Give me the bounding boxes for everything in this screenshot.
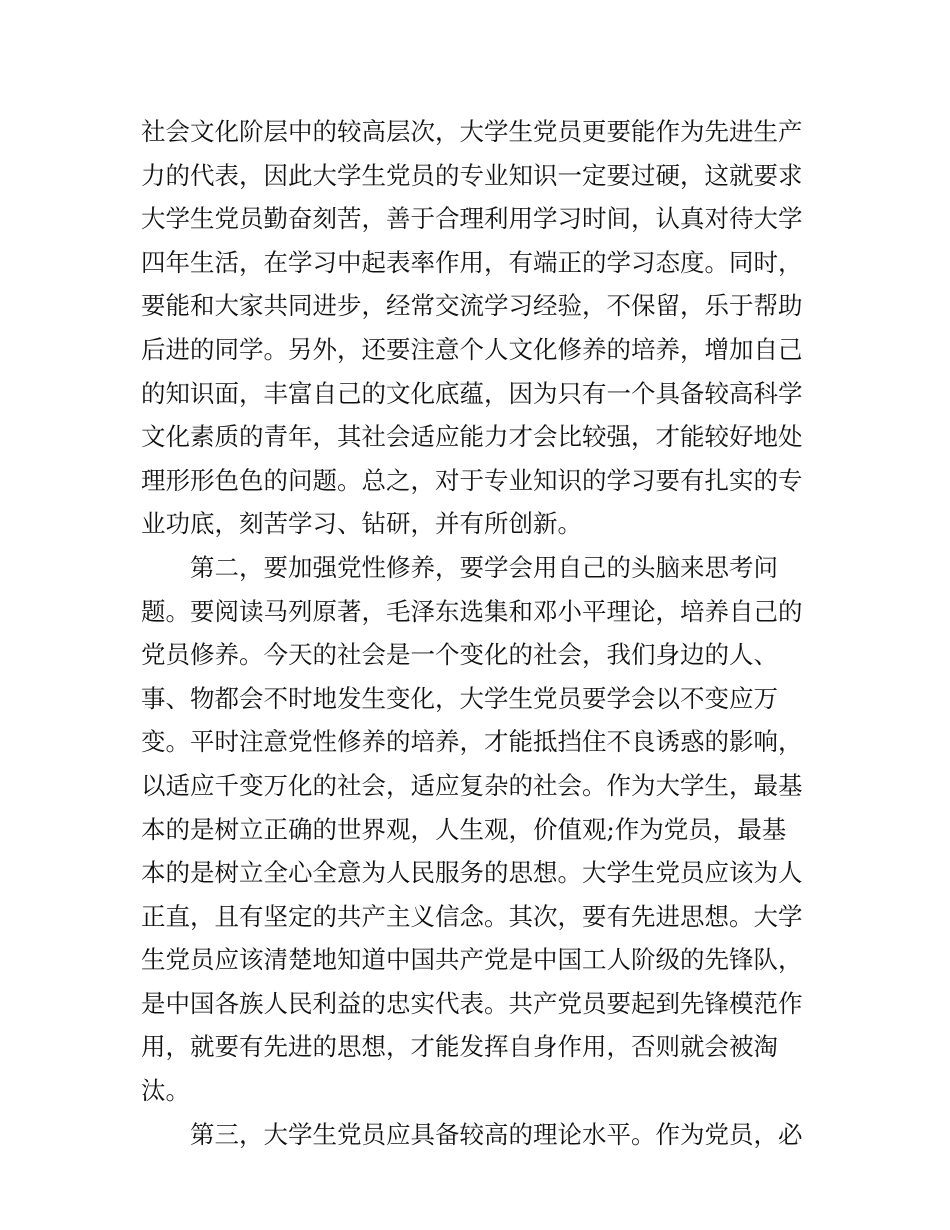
text-line: 理形形色色的问题。总之，对于专业知识的学习要有扎实的专 [141,465,803,495]
paragraph-2 [141,546,813,1113]
document-page [141,110,813,1156]
text-line: 的知识面，丰富自己的文化底蕴，因为只有一个具备较高科学 [141,378,803,408]
text-line: 以适应千变万化的社会，适应复杂的社会。作为大学生，最基 [141,770,803,800]
text-line: 大学生党员勤奋刻苦，善于合理利用学习时间，认真对待大学 [141,204,803,234]
text-line: 事、物都会不时地发生变化，大学生党员要学会以不变应万 [141,683,778,713]
text-line: 要能和大家共同进步，经常交流学习经验，不保留，乐于帮助 [141,291,803,321]
text-line: 后进的同学。另外，还要注意个人文化修养的培养，增加自己 [141,334,803,364]
text-line: 本的是树立正确的世界观，人生观，价值观;作为党员，最基 [141,814,787,844]
paragraph-1 [141,110,813,546]
text-line: 四年生活，在学习中起表率作用，有端正的学习态度。同时， [141,247,803,277]
text-line: 第三，大学生党员应具备较高的理论水平。作为党员，必 [190,1119,803,1149]
text-line: 题。要阅读马列原著，毛泽东选集和邓小平理论，培养自己的 [141,596,803,626]
text-line: 第二，要加强党性修养，要学会用自己的头脑来思考问 [190,552,778,582]
text-line: 正直，且有坚定的共产主义信念。其次，要有先进思想。大学 [141,901,803,931]
text-line: 社会文化阶层中的较高层次，大学生党员更要能作为先进生产 [141,117,803,146]
paragraph-3 [141,1113,813,1157]
text-line: 生党员应该清楚地知道中国共产党是中国工人阶级的先锋队， [141,945,803,975]
text-line: 文化素质的青年，其社会适应能力才会比较强，才能较好地处 [141,422,803,452]
text-line: 业功底，刻苦学习、钻研，并有所创新。 [141,509,582,539]
text-line: 用，就要有先进的思想，才能发挥自身作用，否则就会被淘 [141,1032,778,1062]
text-line: 变。平时注意党性修养的培养，才能抵挡住不良诱惑的影响， [141,727,803,757]
text-line: 党员修养。今天的社会是一个变化的社会，我们身边的人、 [141,640,778,670]
text-line: 本的是树立全心全意为人民服务的思想。大学生党员应该为人 [141,858,803,888]
text-line: 是中国各族人民利益的忠实代表。共产党员要起到先锋模范作 [141,988,803,1018]
text-line: 汰。 [141,1076,190,1106]
text-line: 力的代表，因此大学生党员的专业知识一定要过硬，这就要求 [141,160,803,190]
